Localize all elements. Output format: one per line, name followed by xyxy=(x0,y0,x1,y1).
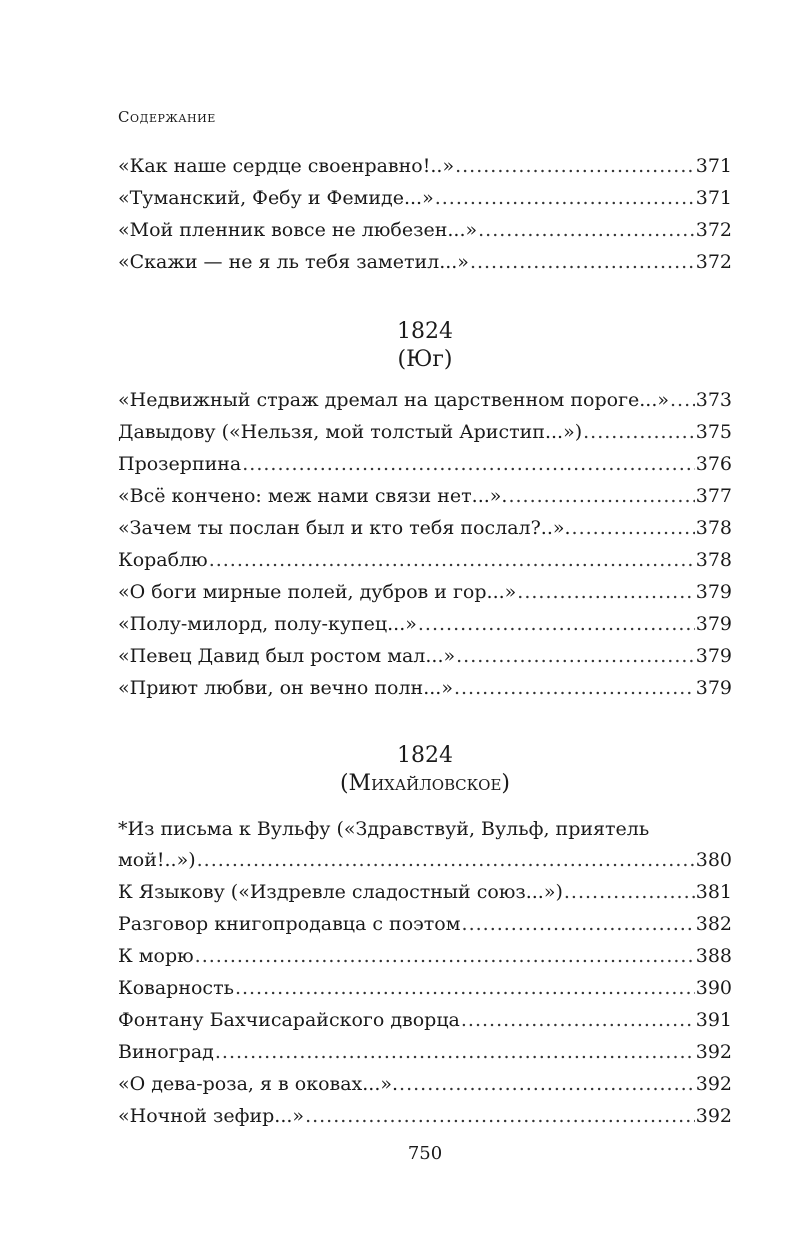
entry-page: 379 xyxy=(695,613,732,635)
entry-page: 392 xyxy=(695,1105,732,1127)
running-head: Содержание xyxy=(118,108,216,126)
leader-dots xyxy=(197,844,695,876)
leader-dots xyxy=(517,576,694,608)
leader-dots xyxy=(583,416,695,448)
toc-entry xyxy=(118,1100,732,1132)
leader-dots xyxy=(435,182,695,214)
entry-title: Давыдову («Нельзя, мой толстый Аристип...») xyxy=(118,421,583,443)
leader-dots xyxy=(462,908,695,940)
section-place: (Юг) xyxy=(397,347,453,372)
entry-title: К Языкову («Издревле сладостный союз...») xyxy=(118,881,563,903)
entry-title: Фонтану Бахчисарайского дворца xyxy=(118,1009,460,1031)
entry-title: «Певец Давид был ростом мал...» xyxy=(118,645,456,667)
entry-page: 373 xyxy=(695,389,732,411)
entry-page: 379 xyxy=(695,677,732,699)
leader-dots xyxy=(195,940,695,972)
entry-page: 382 xyxy=(695,913,732,935)
entry-page: 377 xyxy=(695,485,732,507)
toc-entry xyxy=(118,544,732,576)
leader-dots xyxy=(508,480,694,512)
entry-title: Прозерпина xyxy=(118,453,242,475)
leader-dots xyxy=(455,150,695,182)
entry-page: 375 xyxy=(695,421,732,443)
entry-title: «Туманский, Фебу и Фемиде...» xyxy=(118,187,434,209)
entry-title-line2: мой!..») xyxy=(118,849,196,871)
entry-title: «Как наше сердце своенравно!..» xyxy=(118,155,455,177)
toc-entry xyxy=(118,576,732,608)
toc-entry-wrapped xyxy=(118,814,732,876)
entry-page: 376 xyxy=(695,453,732,475)
entry-page: 388 xyxy=(695,945,732,967)
toc-section-south xyxy=(118,384,732,704)
entry-page: 380 xyxy=(695,849,732,871)
entry-title: Коварность xyxy=(118,977,234,999)
toc-entry xyxy=(118,876,732,908)
leader-dots xyxy=(454,672,695,704)
section-year: 1824 xyxy=(397,319,453,344)
leader-dots xyxy=(470,246,695,278)
entry-title: «Недвижный страж дремал на царственном пороге...» xyxy=(118,389,670,411)
entry-title: «О боги мирные полей, дубров и гор...» xyxy=(118,581,517,603)
entry-title: Кораблю xyxy=(118,549,208,571)
leader-dots xyxy=(235,972,695,1004)
entry-title: «Зачем ты послан был и кто тебя послал?..». xyxy=(118,517,571,539)
entry-page: 390 xyxy=(695,977,732,999)
page-number: 750 xyxy=(407,1143,443,1164)
toc-entry xyxy=(118,512,732,544)
entry-title: «Скажи — не я ль тебя заметил...» xyxy=(118,251,469,273)
leader-dots xyxy=(461,1004,695,1036)
toc-entry xyxy=(118,640,732,672)
toc-entry xyxy=(118,672,732,704)
section-year: 1824 xyxy=(397,743,453,768)
toc-section-mikhailovskoe xyxy=(118,876,732,1132)
entry-page: 391 xyxy=(695,1009,732,1031)
entry-page: 379 xyxy=(695,581,732,603)
entry-page: 371 xyxy=(695,187,732,209)
leader-dots xyxy=(418,608,695,640)
section-place: (Михайловское) xyxy=(339,771,511,796)
leader-dots xyxy=(242,448,694,480)
leader-dots xyxy=(456,640,695,672)
toc-entry xyxy=(118,1068,732,1100)
entry-page: 379 xyxy=(695,645,732,667)
leader-dots xyxy=(572,512,695,544)
entry-page: 372 xyxy=(695,219,732,241)
toc-entry xyxy=(118,480,732,512)
toc-entry xyxy=(118,908,732,940)
entry-title: Виноград xyxy=(118,1041,214,1063)
entry-page: 372 xyxy=(695,251,732,273)
entry-title-line2-row xyxy=(118,844,732,876)
leader-dots xyxy=(478,214,695,246)
entry-title-line1: *Из письма к Вульфу («Здравствуй, Вульф, приятель xyxy=(118,818,650,840)
entry-title: «Мой пленник вовсе не любезен...» xyxy=(118,219,478,241)
leader-dots xyxy=(670,384,695,416)
entry-title: «Всё кончено: меж нами связи нет...». xyxy=(118,485,508,507)
toc-section-continued xyxy=(118,150,732,278)
toc-entry xyxy=(118,384,732,416)
leader-dots xyxy=(215,1036,695,1068)
entry-page: 378 xyxy=(695,517,732,539)
leader-dots xyxy=(564,876,695,908)
entry-title: «Ночной зефир...» xyxy=(118,1105,305,1127)
section-heading-mikhailovskoe xyxy=(118,742,732,798)
toc-entry xyxy=(118,150,732,182)
entry-title: «Приют любви, он вечно полн...» xyxy=(118,677,453,699)
toc-entry xyxy=(118,214,732,246)
entry-page: 392 xyxy=(695,1041,732,1063)
entry-title: «Полу-милорд, полу-купец...» xyxy=(118,613,417,635)
toc-entry xyxy=(118,416,732,448)
leader-dots xyxy=(305,1100,695,1132)
entry-page: 378 xyxy=(695,549,732,571)
toc-entry xyxy=(118,940,732,972)
toc-entry xyxy=(118,182,732,214)
section-heading-south xyxy=(118,318,732,374)
entry-title: Разговор книгопродавца с поэтом xyxy=(118,913,461,935)
leader-dots xyxy=(399,1068,695,1100)
entry-page: 381 xyxy=(695,881,732,903)
toc-entry xyxy=(118,608,732,640)
entry-page: 392 xyxy=(695,1073,732,1095)
toc-entry xyxy=(118,448,732,480)
leader-dots xyxy=(209,544,695,576)
entry-page: 371 xyxy=(695,155,732,177)
toc-entry xyxy=(118,1036,732,1068)
entry-title: К морю xyxy=(118,945,194,967)
toc-entry xyxy=(118,1004,732,1036)
entry-title: «О дева-роза, я в оковах...». xyxy=(118,1073,399,1095)
toc-entry xyxy=(118,972,732,1004)
toc-entry xyxy=(118,246,732,278)
